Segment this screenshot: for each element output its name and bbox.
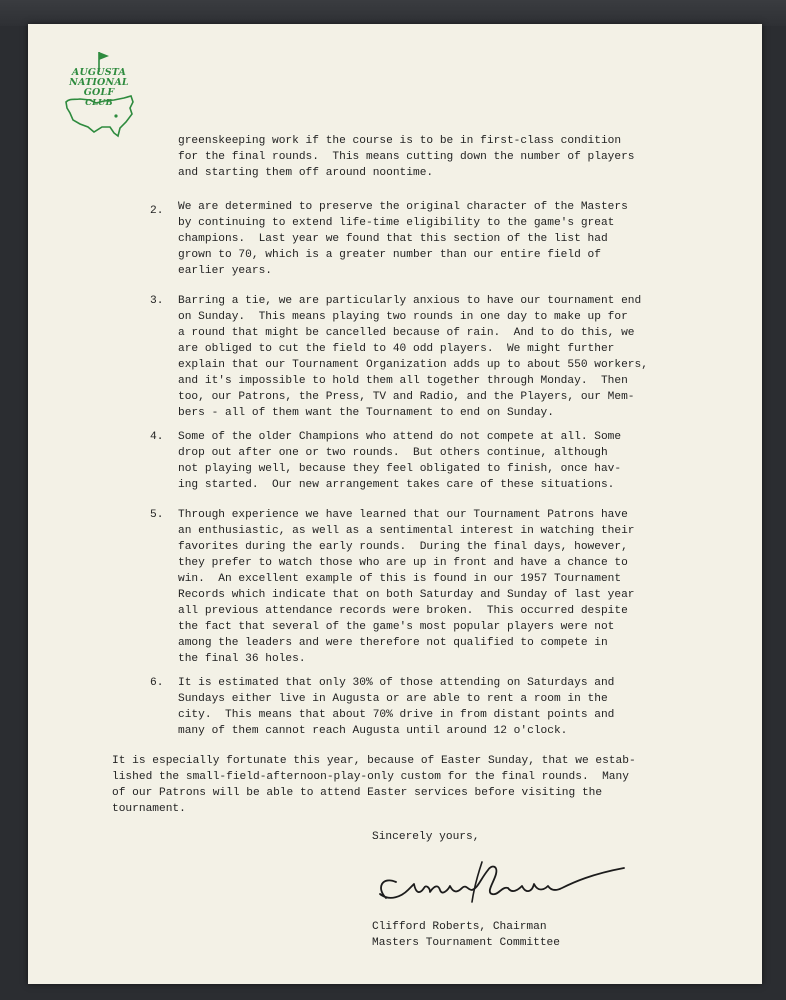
item-line: Records which indicate that on both Saturday and Sunday of last year bbox=[178, 589, 635, 601]
item-line: many of them cannot reach Augusta until around 12 o'clock. bbox=[178, 725, 568, 737]
item-line: all previous attendance records were broken. This occurred despite bbox=[178, 605, 628, 617]
intro-line: and starting them off around noontime. bbox=[178, 167, 434, 179]
logo-line-1: AUGUSTA bbox=[71, 67, 127, 78]
item-number: 3. bbox=[150, 295, 164, 307]
item-line: city. This means that about 70% drive in from distant points and bbox=[178, 709, 615, 721]
closing-line: lished the small-field-afternoon-play-only custom for the final rounds. Many bbox=[112, 771, 629, 783]
item-line: We are determined to preserve the original character of the Masters bbox=[178, 201, 628, 213]
item-line: grown to 70, which is a greater number than our entire field of bbox=[178, 249, 601, 261]
closing-line: It is especially fortunate this year, because of Easter Sunday, that we estab- bbox=[112, 755, 636, 767]
item-line: too, our Patrons, the Press, TV and Radio, and the Players, our Mem- bbox=[178, 391, 635, 403]
item-line: explain that our Tournament Organization adds up to about 550 workers, bbox=[178, 359, 648, 371]
item-number: 4. bbox=[150, 431, 164, 443]
item-line: among the leaders and were therefore not qualified to compete in bbox=[178, 637, 608, 649]
item-line: Barring a tie, we are particularly anxious to have our tournament end bbox=[178, 295, 642, 307]
handwritten-signature bbox=[362, 854, 632, 914]
item-line: on Sunday. This means playing two rounds in one day to make up for bbox=[178, 311, 628, 323]
item-line: Sundays either live in Augusta or are able to rent a room in the bbox=[178, 693, 608, 705]
item-line: the fact that several of the game's most popular players were not bbox=[178, 621, 615, 633]
item-line: not playing well, because they feel obligated to finish, once hav- bbox=[178, 463, 622, 475]
item-line: earlier years. bbox=[178, 265, 272, 277]
item-line: It is estimated that only 30% of those attending on Saturdays and bbox=[178, 677, 615, 689]
item-line: are obliged to cut the field to 40 odd players. We might further bbox=[178, 343, 615, 355]
committee-name: Masters Tournament Committee bbox=[372, 937, 560, 949]
intro-line: greenskeeping work if the course is to be in first-class condition bbox=[178, 135, 622, 147]
item-line: a round that might be cancelled because of rain. And to do this, we bbox=[178, 327, 635, 339]
item-line: the final 36 holes. bbox=[178, 653, 306, 665]
signer-name-title: Clifford Roberts, Chairman bbox=[372, 921, 547, 933]
augusta-national-logo bbox=[60, 48, 138, 140]
item-line: and it's impossible to hold them all together through Monday. Then bbox=[178, 375, 628, 387]
item-number: 2. bbox=[150, 205, 164, 217]
item-number: 5. bbox=[150, 509, 164, 521]
item-number: 6. bbox=[150, 677, 164, 689]
closing-line: tournament. bbox=[112, 803, 186, 815]
item-line: by continuing to extend life-time eligibility to the game's great bbox=[178, 217, 615, 229]
item-line: bers - all of them want the Tournament to end on Sunday. bbox=[178, 407, 554, 419]
logo-line-2: NATIONAL bbox=[69, 77, 129, 88]
item-line: Through experience we have learned that our Tournament Patrons have bbox=[178, 509, 628, 521]
item-line: champions. Last year we found that this section of the list had bbox=[178, 233, 608, 245]
photo-backdrop bbox=[0, 0, 786, 26]
item-line: an enthusiastic, as well as a sentimental interest in watching their bbox=[178, 525, 635, 537]
item-line: Some of the older Champions who attend do not compete at all. Some bbox=[178, 431, 622, 443]
item-line: they prefer to watch those who are up in front and have a chance to bbox=[178, 557, 628, 569]
closing-line: of our Patrons will be able to attend Easter services before visiting the bbox=[112, 787, 603, 799]
item-line: ing started. Our new arrangement takes care of these situations. bbox=[178, 479, 615, 491]
item-line: favorites during the early rounds. During the final days, however, bbox=[178, 541, 628, 553]
letter-page bbox=[28, 24, 762, 984]
salutation: Sincerely yours, bbox=[372, 831, 480, 843]
item-line: drop out after one or two rounds. But others continue, although bbox=[178, 447, 608, 459]
item-line: win. An excellent example of this is found in our 1957 Tournament bbox=[178, 573, 622, 585]
logo-line-3: GOLF bbox=[83, 87, 115, 98]
logo-line-4: CLUB bbox=[85, 98, 113, 108]
intro-line: for the final rounds. This means cutting down the number of players bbox=[178, 151, 635, 163]
